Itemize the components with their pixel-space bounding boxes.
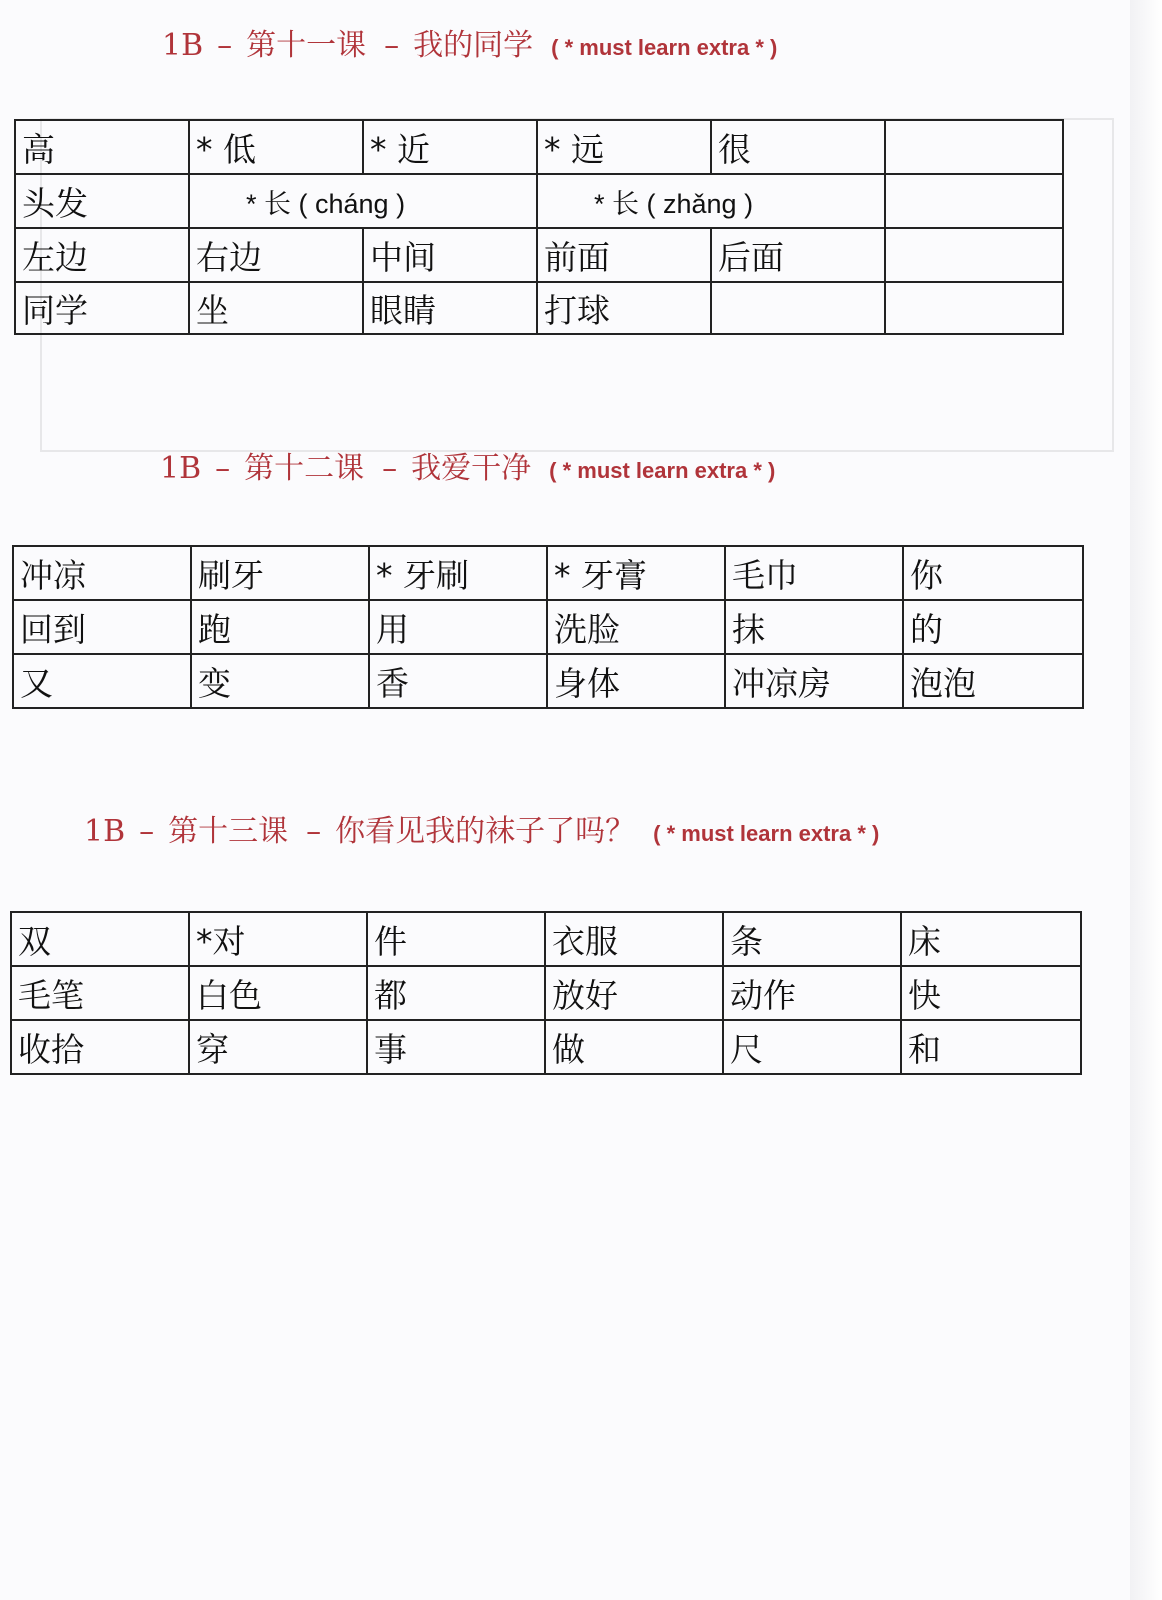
vocab-cell: 又 [13,654,191,708]
vocab-cell-chang-text: * 长 ( cháng ) [246,188,406,219]
table-row [15,282,1063,334]
vocab-cell: 都 [367,966,545,1020]
vocab-cell: 回到 [13,600,191,654]
vocab-cell: 打球 [537,282,711,334]
lesson-12-dash-2: – [382,451,398,486]
lesson-12-number: 第十二课 [244,451,365,486]
vocab-cell [711,282,885,334]
vocab-cell: 头发 [15,174,189,228]
vocab-cell: 收拾 [11,1020,189,1074]
vocab-cell: 穿 [189,1020,367,1074]
lesson-11-title: 我的同学 [413,28,534,63]
vocab-cell: 眼睛 [363,282,537,334]
vocab-cell: * 近 [363,120,537,174]
table-row [11,966,1081,1020]
vocab-cell: 泡泡 [903,654,1083,708]
table-row [15,174,1063,228]
lesson-11-vocab-table [14,119,1064,335]
lesson-11-number: 第十一课 [246,28,367,63]
vocab-cell: 冲凉 [13,546,191,600]
lesson-13-dash-1: – [139,814,155,849]
vocab-cell: 高 [15,120,189,174]
vocab-cell: 衣服 [545,912,723,966]
vocab-cell: 和 [901,1020,1081,1074]
lesson-12-dash-1: – [215,451,231,486]
table-row [15,228,1063,282]
table-row [13,600,1083,654]
lesson-13-vocab-table [10,911,1082,1075]
vocab-cell: * 远 [537,120,711,174]
vocab-cell: 毛笔 [11,966,189,1020]
lesson-13-prefix: 1B [84,814,126,849]
vocab-cell-zhang [537,174,885,228]
lesson-12-extra-note: ( * must learn extra * ) [549,458,776,483]
lesson-11-prefix: 1B [162,28,204,63]
lesson-12-prefix: 1B [160,451,202,486]
vocab-cell: * 牙膏 [547,546,725,600]
vocab-cell: 身体 [547,654,725,708]
paper-edge [1130,0,1162,1600]
lesson-13-number: 第十三课 [168,814,289,849]
vocab-cell: 快 [901,966,1081,1020]
vocab-cell: 动作 [723,966,901,1020]
vocab-cell: 跑 [191,600,369,654]
vocab-cell: 香 [369,654,547,708]
lesson-12-heading [160,449,775,491]
lesson-12-vocab-table [12,545,1084,709]
vocab-cell: 的 [903,600,1083,654]
vocab-cell-chang [189,174,537,228]
lesson-11-dash-2: – [384,28,400,63]
lesson-13-extra-note: ( * must learn extra * ) [653,821,880,846]
vocab-cell [885,174,1063,228]
vocab-cell: 冲凉房 [725,654,903,708]
vocab-cell: 刷牙 [191,546,369,600]
lesson-13-heading [84,812,879,854]
vocab-cell: 很 [711,120,885,174]
table-row [13,546,1083,600]
vocab-cell: 同学 [15,282,189,334]
vocab-cell: 双 [11,912,189,966]
vocab-cell: 左边 [15,228,189,282]
vocab-cell: 尺 [723,1020,901,1074]
vocab-cell-zhang-text: * 长 ( zhǎng ) [594,188,754,219]
vocab-cell: 放好 [545,966,723,1020]
lesson-11-dash-1: – [217,28,233,63]
vocab-cell: 洗脸 [547,600,725,654]
vocab-cell: * 低 [189,120,363,174]
lesson-13-title: 你看见我的袜子了吗？ [335,814,636,849]
vocab-cell: * 牙刷 [369,546,547,600]
vocab-cell: 事 [367,1020,545,1074]
vocab-cell: 毛巾 [725,546,903,600]
vocab-cell: 做 [545,1020,723,1074]
vocab-cell: *对 [189,912,367,966]
table-row [11,1020,1081,1074]
lesson-11-extra-note: ( * must learn extra * ) [551,35,778,60]
lesson-13-dash-2: – [306,814,322,849]
vocab-cell [885,282,1063,334]
table-row [13,654,1083,708]
vocab-cell: 白色 [189,966,367,1020]
vocab-cell: 用 [369,600,547,654]
lesson-11-heading [162,26,777,68]
vocab-cell: 你 [903,546,1083,600]
vocab-cell [885,228,1063,282]
vocab-cell: 床 [901,912,1081,966]
vocab-cell: 前面 [537,228,711,282]
vocab-cell: 右边 [189,228,363,282]
vocab-cell: 坐 [189,282,363,334]
vocab-cell: 抹 [725,600,903,654]
vocab-cell: 变 [191,654,369,708]
vocab-cell: 中间 [363,228,537,282]
table-row [11,912,1081,966]
vocab-cell: 条 [723,912,901,966]
vocab-cell: 件 [367,912,545,966]
table-row [15,120,1063,174]
vocab-cell: 后面 [711,228,885,282]
vocab-cell [885,120,1063,174]
lesson-12-title: 我爱干净 [411,451,532,486]
